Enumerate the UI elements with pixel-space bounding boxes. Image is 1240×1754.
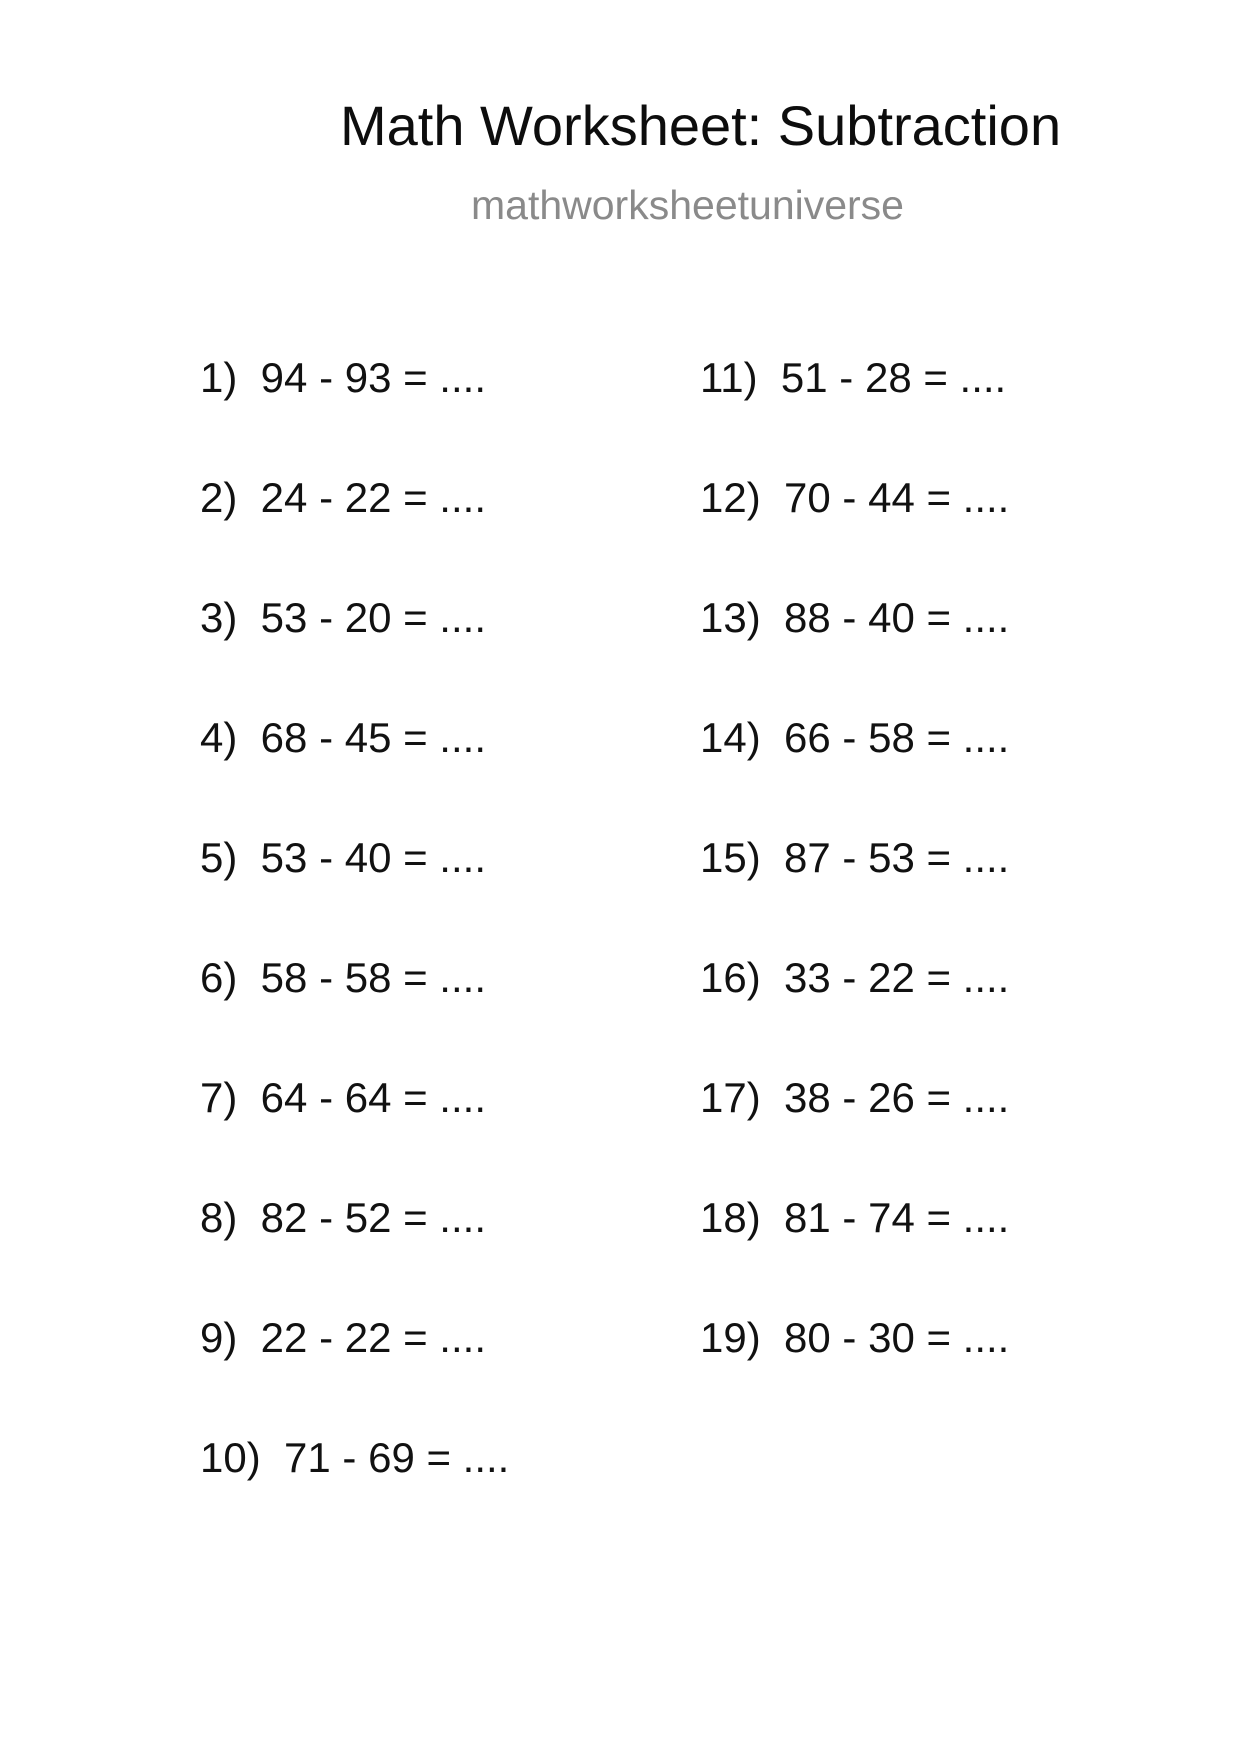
worksheet-title: Math Worksheet: Subtraction: [340, 94, 1062, 157]
problem-14: 14) 66 - 58 = ....: [700, 714, 1010, 761]
problem-15: 15) 87 - 53 = ....: [700, 834, 1010, 881]
problem-17: 17) 38 - 26 = ....: [700, 1074, 1010, 1121]
problem-16: 16) 33 - 22 = ....: [700, 954, 1010, 1001]
problem-9: 9) 22 - 22 = ....: [200, 1314, 486, 1361]
problem-1: 1) 94 - 93 = ....: [200, 354, 486, 401]
problem-4: 4) 68 - 45 = ....: [200, 714, 486, 761]
worksheet-subtitle: mathworksheetuniverse: [471, 182, 904, 228]
problem-18: 18) 81 - 74 = ....: [700, 1194, 1010, 1241]
problem-12: 12) 70 - 44 = ....: [700, 474, 1010, 521]
problem-11: 11) 51 - 28 = ....: [700, 354, 1007, 401]
problem-13: 13) 88 - 40 = ....: [700, 594, 1010, 641]
problem-6: 6) 58 - 58 = ....: [200, 954, 486, 1001]
problem-3: 3) 53 - 20 = ....: [200, 594, 486, 641]
problem-19: 19) 80 - 30 = ....: [700, 1314, 1010, 1361]
problem-5: 5) 53 - 40 = ....: [200, 834, 486, 881]
problem-7: 7) 64 - 64 = ....: [200, 1074, 486, 1121]
problem-10: 10) 71 - 69 = ....: [200, 1434, 510, 1481]
problem-2: 2) 24 - 22 = ....: [200, 474, 486, 521]
problem-8: 8) 82 - 52 = ....: [200, 1194, 486, 1241]
